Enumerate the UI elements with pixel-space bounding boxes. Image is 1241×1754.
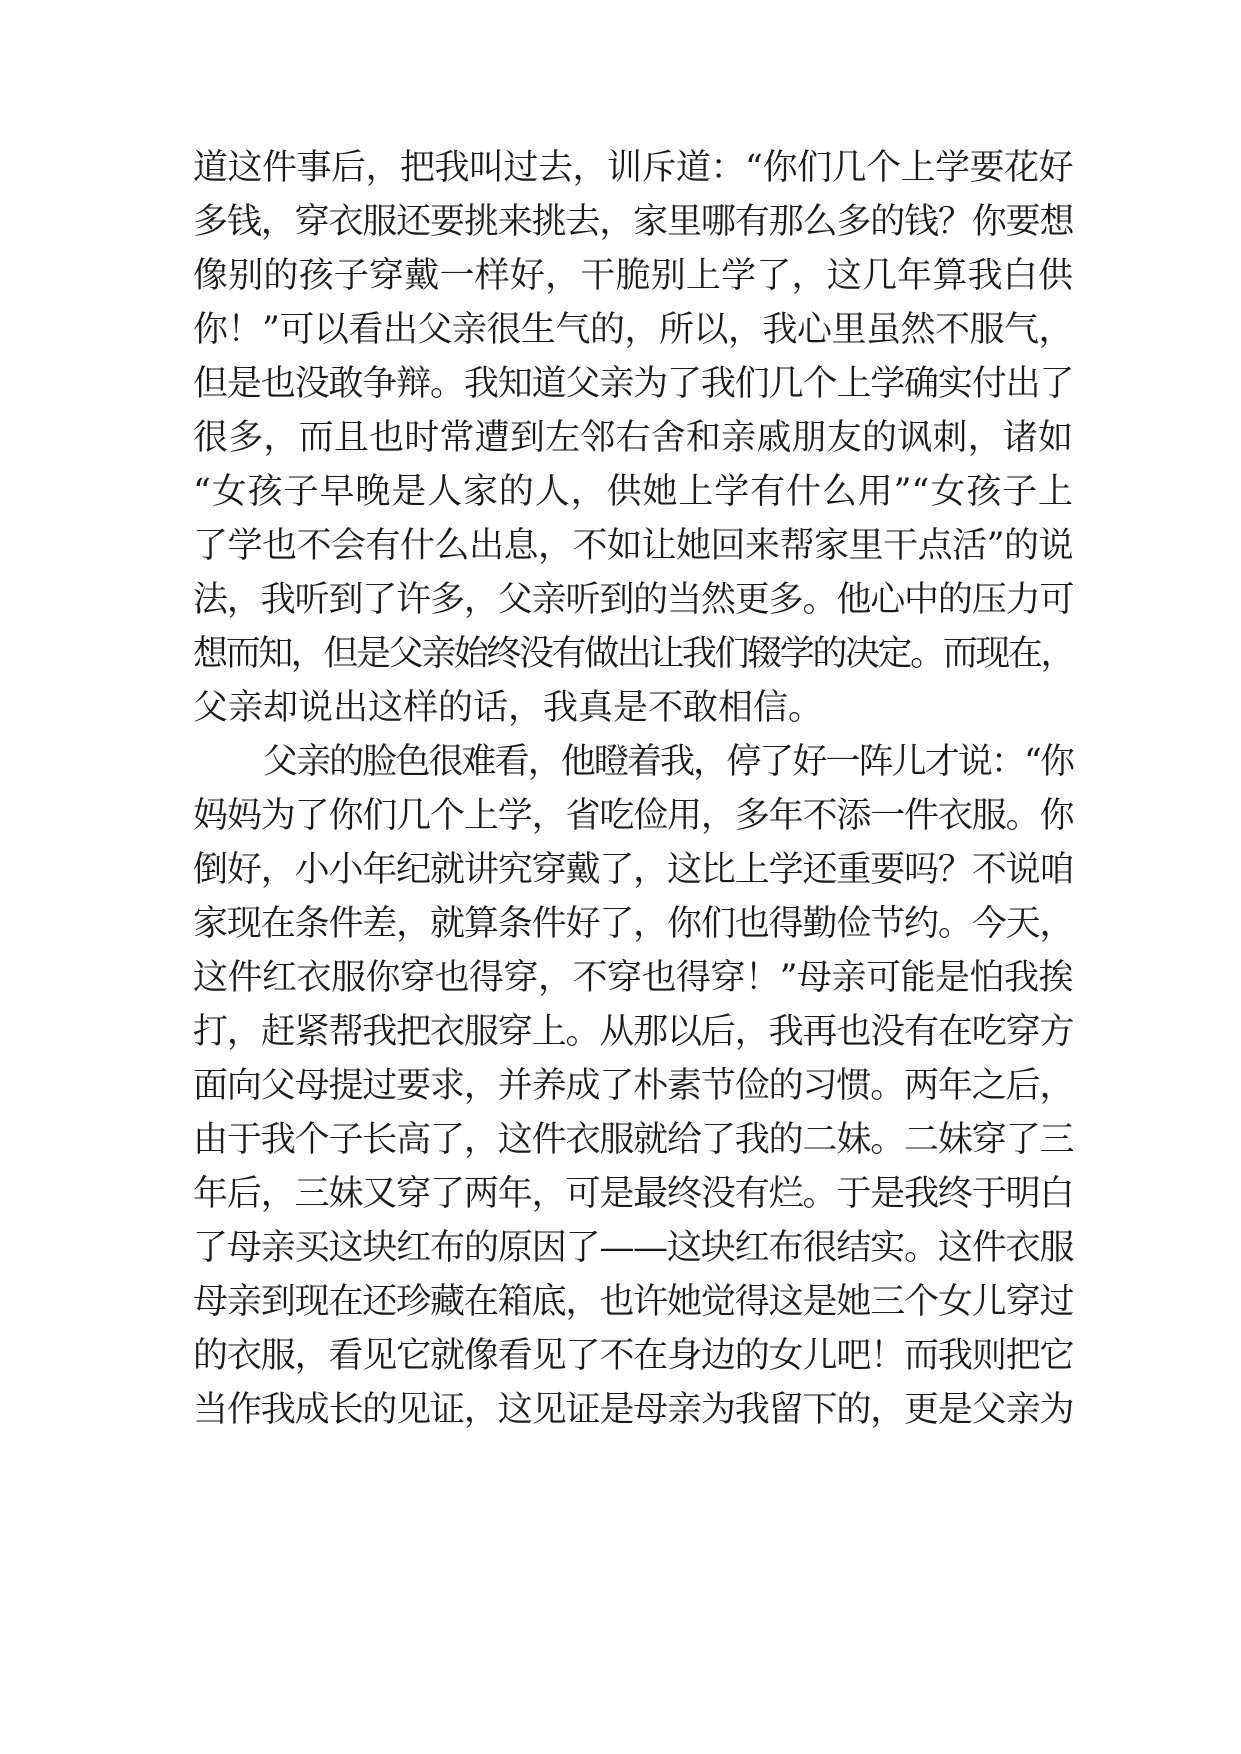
text-line: 母亲到现在还珍藏在箱底，也许她觉得这是她三个女儿穿过 xyxy=(193,1282,1073,1322)
text-line: 了学也不会有什么出息，不如让她回来帮家里干点活”的说 xyxy=(193,526,1073,566)
text-line: 妈妈为了你们几个上学，省吃俭用，多年不添一件衣服。你 xyxy=(193,796,1073,836)
text-line: 年后，三妹又穿了两年，可是最终没有烂。于是我终于明白 xyxy=(193,1174,1073,1214)
text-line: 但是也没敢争辩。我知道父亲为了我们几个上学确实付出了 xyxy=(193,364,1073,404)
text-line: 像别的孩子穿戴一样好，干脆别上学了，这几年算我白供 xyxy=(193,256,1073,296)
text-line: 由于我个子长高了，这件衣服就给了我的二妹。二妹穿了三 xyxy=(193,1120,1073,1160)
text-line: 想而知，但是父亲始终没有做出让我们辍学的决定。而现在， xyxy=(193,634,1073,674)
text-line: 很多，而且也时常遭到左邻右舍和亲戚朋友的讽刺，诸如 xyxy=(193,418,1073,458)
text-line: 面向父母提过要求，并养成了朴素节俭的习惯。两年之后， xyxy=(193,1066,1073,1106)
paragraph-first-line: 父亲的脸色很难看，他瞪着我，停了好一阵儿才说：“你 xyxy=(263,742,1073,782)
text-line: 当作我成长的见证，这见证是母亲为我留下的，更是父亲为 xyxy=(193,1390,1073,1430)
text-line: 了母亲买这块红布的原因了——这块红布很结实。这件衣服 xyxy=(193,1228,1073,1268)
text-line: 的衣服，看见它就像看见了不在身边的女儿吧！而我则把它 xyxy=(193,1336,1073,1376)
text-line: 道这件事后，把我叫过去，训斥道：“你们几个上学要花好 xyxy=(193,148,1073,188)
text-line: 家现在条件差，就算条件好了，你们也得勤俭节约。今天， xyxy=(193,904,1073,944)
text-line: “女孩子早晚是人家的人，供她上学有什么用”“女孩子上 xyxy=(193,472,1073,512)
text-line: 多钱，穿衣服还要挑来挑去，家里哪有那么多的钱？你要想 xyxy=(193,202,1073,242)
text-line: 父亲却说出这样的话，我真是不敢相信。 xyxy=(193,688,824,728)
text-line: 打，赶紧帮我把衣服穿上。从那以后，我再也没有在吃穿方 xyxy=(193,1012,1073,1052)
text-line: 倒好，小小年纪就讲究穿戴了，这比上学还重要吗？不说咱 xyxy=(193,850,1073,890)
text-line: 法，我听到了许多，父亲听到的当然更多。他心中的压力可 xyxy=(193,580,1073,620)
text-line: 你！”可以看出父亲很生气的，所以，我心里虽然不服气， xyxy=(193,310,1073,350)
text-line: 这件红衣服你穿也得穿，不穿也得穿！”母亲可能是怕我挨 xyxy=(193,958,1073,998)
